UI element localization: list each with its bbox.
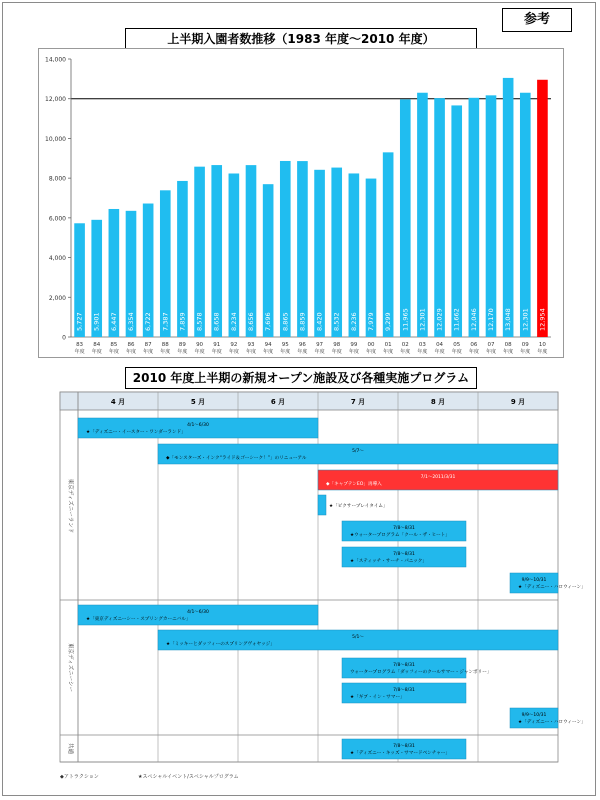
x-tick-label: 98 [333,342,341,348]
x-tick-label: 00 [367,342,375,348]
bar-value-label: 12,046 [469,308,478,331]
bar-value-label: 6,354 [127,312,135,331]
y-tick-label: 6,000 [48,215,66,223]
month-header: 4 月 [110,398,126,406]
bar [537,80,548,337]
schedule-bar-date: 7/1～2011/3/31 [420,475,456,480]
bar [451,105,462,337]
month-header: 9 月 [510,398,526,406]
x-tick-label: 85 [110,342,118,348]
schedule-bar-date: 9/9～10/31 [521,578,547,583]
schedule-bar-label: ★「ミッキーとダッフィーのスプリングヴォヤッジ」 [166,642,275,647]
x-tick-label-suffix: 年度 [485,349,497,355]
bar-value-label: 12,301 [418,308,427,331]
bar-value-label: 8,859 [298,312,307,331]
bar-value-label: 12,170 [487,308,495,331]
x-tick-label: 08 [504,342,512,348]
section-label: 東京ディズニーシー [67,643,73,692]
x-tick-label-suffix: 年度 [245,349,257,355]
schedule-bar [318,470,558,490]
bar [297,161,308,337]
x-tick-label-suffix: 年度 [503,349,514,355]
x-tick-label-suffix: 年度 [160,349,171,355]
x-tick-label-suffix: 年度 [125,349,137,355]
bar [211,165,222,337]
y-tick-label: 14,000 [45,56,66,64]
bar [280,161,291,337]
schedule-bar [510,708,558,728]
x-tick-label-suffix: 年度 [177,349,188,355]
x-tick-label: 02 [401,342,409,348]
bar [434,98,445,337]
bar [194,167,205,337]
schedule-bar [342,521,466,541]
bar-value-label: 7,696 [264,312,273,331]
x-tick-label-suffix: 年度 [520,349,531,355]
schedule-bar-date: 5/1～ [352,635,364,640]
bar-value-label: 11,662 [452,308,461,331]
y-tick-label: 2,000 [48,294,66,302]
x-tick-label-suffix: 年度 [74,349,85,355]
x-tick-label: 06 [470,342,478,348]
bar-chart-svg [39,49,563,357]
bar-value-label: 9,299 [384,312,393,331]
bar [486,95,497,337]
x-tick-label-suffix: 年度 [537,349,548,355]
bar [400,99,411,337]
bar [383,152,394,337]
bar-value-label: 8,578 [195,312,204,331]
x-tick-label: 99 [350,342,358,348]
schedule-bar [342,739,466,759]
bar-value-label: 7,979 [367,312,375,331]
schedule-bar [78,418,318,438]
month-header: 6 月 [270,398,286,406]
schedule-bar-label: ★「ディズニー・ハロウィーン」 [518,720,586,725]
schedule-bar-label: ◆「モンスターズ・インク“ライド＆ゴーシーク！”」のリニューアル [166,456,307,461]
x-tick-label: 97 [316,342,324,348]
bar [520,93,531,337]
schedule-bar-label: ★「ギブ・イン・サマー」 [350,695,405,700]
bar-value-label: 12,954 [538,308,547,331]
y-tick-label: 10,000 [45,135,66,143]
schedule-bar-label: ★「ディズニー・イースター・ワンダーランド」 [86,430,186,435]
month-header: 8 月 [430,398,446,406]
bar [331,168,342,337]
month-header-row [60,392,558,410]
schedule-bar [342,683,466,703]
bar-value-label: 12,301 [521,308,530,331]
schedule-bar [158,630,558,650]
x-tick-label-suffix: 年度 [297,349,308,355]
bar-chart [38,48,564,358]
schedule-bar-date: 4/1～6/30 [187,610,209,615]
x-tick-label-suffix: 年度 [468,349,479,355]
schedule-bar-label: ★「ディズニー・キッズ・サマードベンチャー」 [350,751,450,756]
bar-value-label: 5,901 [92,312,101,331]
y-tick-label: 8,000 [48,175,66,183]
x-tick-label: 88 [161,342,169,348]
x-tick-label: 86 [127,342,135,348]
x-tick-label: 01 [384,342,392,348]
bar-value-label: 8,532 [332,312,341,331]
reference-badge: 参考 [502,8,572,32]
bar [469,98,480,337]
x-tick-label-suffix: 年度 [400,349,411,355]
bar [314,170,325,337]
x-tick-label: 95 [281,342,289,348]
bar-value-label: 12,029 [435,308,444,331]
x-tick-label-suffix: 年度 [331,349,342,355]
x-tick-label: 03 [418,342,426,348]
schedule-bar-label: ◆「キャプテンEO」再導入 [326,482,382,487]
x-tick-label-suffix: 年度 [108,349,119,355]
x-tick-label: 96 [298,342,306,348]
schedule-bar-date: 7/8～8/31 [393,526,415,531]
x-tick-label: 91 [213,342,221,348]
schedule-bar [342,658,466,678]
x-tick-label-suffix: 年度 [280,349,291,355]
y-tick-label: 12,000 [45,96,66,104]
x-tick-label: 93 [247,342,255,348]
x-tick-label-suffix: 年度 [194,349,205,355]
x-tick-label: 83 [76,342,84,348]
bar [503,78,514,337]
x-tick-label-suffix: 年度 [211,349,222,355]
x-tick-label: 09 [521,342,529,348]
schedule-table-svg [38,390,586,790]
bar-value-label: 7,859 [178,312,187,331]
x-tick-label: 87 [144,342,152,348]
schedule-bar-label: ウォータープログラム「ダッフィーのクールサマー・ジャンボリー」 [350,670,492,675]
y-tick-label: 0 [62,334,66,342]
x-tick-label-suffix: 年度 [143,349,154,355]
bar-value-label: 5,727 [75,312,84,331]
x-tick-label: 94 [264,342,272,348]
bar-value-label: 8,656 [247,312,255,331]
x-tick-label: 10 [538,342,546,348]
x-tick-label-suffix: 年度 [91,349,102,355]
schedule-bar [158,444,558,464]
month-header: 5 月 [190,398,206,406]
chart-title: 上半期入園者数推移（1983 年度～2010 年度） [125,28,477,50]
schedule-bar [318,495,326,515]
bar-value-label: 6,722 [144,312,153,331]
schedule-bar-date: 7/8～8/31 [393,663,415,668]
bar-value-label: 7,387 [161,312,170,331]
schedule-title: 2010 年度上半期の新規オープン施設及び各種実施プログラム [125,367,477,389]
schedule-bar-date: 7/8～8/31 [393,552,415,557]
x-tick-label-suffix: 年度 [263,349,274,355]
legend-attraction: ◆アトラクション [60,774,99,780]
schedule-table [38,390,586,790]
x-tick-label: 05 [453,342,461,348]
schedule-bar-date: 7/8～8/31 [393,688,415,693]
bar-value-label: 8,658 [212,312,221,331]
x-tick-label-suffix: 年度 [451,349,462,355]
schedule-bar-date: 5/7～ [352,449,364,454]
x-tick-label-suffix: 年度 [365,349,377,355]
bar-value-label: 8,236 [349,312,358,331]
section-label: 東京ディズニーランド [67,478,73,534]
bar-value-label: 8,865 [281,312,290,331]
schedule-bar [342,547,466,567]
x-tick-label-suffix: 年度 [417,349,428,355]
bar-value-label: 8,234 [229,312,238,331]
bar [417,93,428,337]
x-tick-label-suffix: 年度 [383,349,394,355]
x-tick-label-suffix: 年度 [348,349,359,355]
bar-value-label: 11,965 [401,308,410,331]
schedule-bar-label: ★ウォータープログラム「クール・ザ・ヒート」 [350,533,450,538]
schedule-bar-date: 9/9～10/31 [521,713,547,718]
schedule-bar-label: ★「スティッチ・サーチ・パニック」 [350,559,427,564]
x-tick-label: 84 [93,342,101,348]
bar-value-label: 6,447 [109,312,118,331]
bar [246,165,257,337]
x-tick-label: 04 [436,342,444,348]
schedule-bar [510,573,558,593]
section-label: 共通 [67,742,73,755]
x-tick-label: 07 [487,342,495,348]
x-tick-label: 92 [230,342,238,348]
schedule-bar-label: ★「ピクサープレイタイム」 [329,504,388,509]
schedule-bar-date: 7/8～8/31 [393,744,415,749]
x-tick-label-suffix: 年度 [434,349,445,355]
x-tick-label-suffix: 年度 [228,349,239,355]
x-tick-label: 90 [196,342,204,348]
month-header: 7 月 [350,398,366,406]
bar-value-label: 8,420 [315,312,324,331]
schedule-bar-label: ★「東京ディズニーシー・スプリングカーニバル」 [86,617,191,622]
y-tick-label: 4,000 [48,255,66,263]
bar-value-label: 13,048 [504,308,513,331]
legend-event: ★スペシャルイベント/スペシャルプログラム [138,774,239,780]
schedule-bar [78,605,318,625]
schedule-bar-label: ★「ディズニー・ハロウィーン」 [518,585,586,590]
x-tick-label-suffix: 年度 [314,349,325,355]
x-tick-label: 89 [178,342,186,348]
schedule-bar-date: 4/1～6/30 [187,423,209,428]
